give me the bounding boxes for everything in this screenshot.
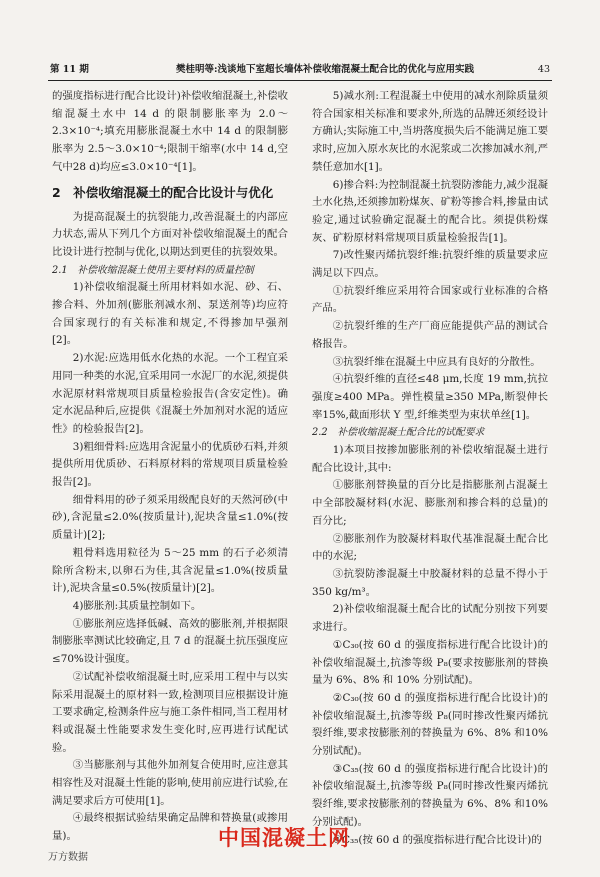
issue-number: 第 11 期 [50, 64, 89, 75]
watermark-text: 中国混凝土网 [218, 826, 350, 850]
paragraph: ①膨胀剂替换量的百分比是指膨胀剂占混凝土中全部胶凝材料(水泥、膨胀剂和掺合料的总量)的百分比; [312, 479, 548, 527]
paragraph: ④最终根据试验结果确定品牌和替换量(或掺用量)。 [52, 812, 288, 843]
paragraph: ③C₃₅(按 60 d 的强度指标进行配合比设计)的补偿收缩混凝土,抗渗等级 P₈(同时掺改性聚丙烯抗裂纤维,要求按膨胀剂的替换量为 6%、8% 和10% 分别试配)。 [312, 762, 548, 828]
left-column [52, 88, 288, 846]
paragraph: ①膨胀剂应选择低碱、高效的膨胀剂,并根据限制膨胀率测试比较确定,且 7 d 的混凝土抗压强度应≤70%设计强度。 [52, 617, 288, 666]
paragraph: ①抗裂纤维应采用符合国家或行业标准的合格产品。 [312, 284, 548, 315]
paragraph: 7)改性聚丙烯抗裂纤维:抗裂纤维的质量要求应满足以下四点。 [312, 249, 548, 280]
header-rule [48, 80, 552, 81]
subsection-heading: 2.2 补偿收缩混凝土配合比的试配要求 [312, 427, 485, 439]
paragraph: 2)补偿收缩混凝土配合比的试配分别按下列要求进行。 [312, 603, 548, 634]
paragraph: ②试配补偿收缩混凝土时,应采用工程中与以实际采用混凝土的原材料一致,检测项目应根据设计施工要求确定,检测条件应与施工条件相同,当工程用材料或混凝土性能要求发生变化时,应再进行试配试验。 [52, 670, 288, 754]
paragraph: ②C₃₀(按 60 d 的强度指标进行配合比设计)的补偿收缩混凝土,抗渗等级 P₈(同时掺改性聚丙烯抗裂纤维,要求按膨胀剂的替换量为 6%、8% 和10% 分别试配)。 [312, 691, 548, 758]
paragraph: 5)减水剂:工程混凝土中使用的减水剂除质量须符合国家相关标准和要求外,所选的品牌还须经设计方确认;实际施工中,当坍落度损失后不能满足施工要求时,应加入原水灰比的水泥浆或二次掺加减水剂,严禁任意加水[1]。 [312, 90, 548, 173]
paragraph: 2)水泥:应选用低水化热的水泥。一个工程宜采用同一种类的水泥,宜采用同一水泥厂的水泥,须提供水泥原材料常规项目质量检验报告(含安定性)。确定水泥品种后,应提供《混凝土外加剂对水泥的适应性》的检验报告[2]。 [52, 352, 288, 435]
paragraph: 1)本项目按掺加膨胀剂的补偿收缩混凝土进行配合比设计,其中: [312, 444, 548, 474]
paragraph: 6)掺合料:为控制混凝土抗裂防渗能力,减少混凝土水化热,还须掺加粉煤灰、矿粉等掺合料,掺量由试验定,通过试验确定混凝土的配合比。须提供粉煤灰、矿粉原材料常规项目质量检验报告[1]。 [312, 178, 548, 244]
paragraph: ④C₃₅(按 60 d 的强度指标进行配合比设计)的 [332, 833, 542, 846]
paragraph: ③抗裂防渗混凝土中胶凝材料的总量不得小于350 kg/m³。 [312, 567, 548, 598]
paragraph: ③抗裂纤维在混凝土中应具有良好的分散性。 [332, 355, 541, 368]
paragraph: ②膨胀剂作为胶凝材料取代基准混凝土配合比中的水泥; [312, 532, 548, 563]
paragraph: ③当膨胀剂与其他外加剂复合使用时,应注意其相容性及对混凝土性能的影响,使用前应进行试验,在满足要求后方可使用[1]。 [52, 759, 288, 807]
section-heading: 2 补偿收缩混凝土的配合比设计与优化 [52, 184, 274, 200]
subsection-heading: 2.1 补偿收缩混凝土使用主要材料的质量控制 [52, 264, 254, 276]
paragraph: 细骨料用的砂子须采用级配良好的天然河砂(中砂),含泥量≤2.0%(按质量计),泥块含量≤1.0%(按质量计)[2]; [52, 493, 288, 542]
paragraph: 粗骨料选用粒径为 5～25 mm 的石子必须清除所含粉末,以卵石为佳,其含泥量≤1.0%(按质量计),泥块含量≤0.5%(按质量计)[2]。 [52, 546, 288, 595]
paragraph: 1)补偿收缩混凝土所用材料如水泥、砂、石、掺合料、外加剂(膨胀剂减水剂、泵送剂等)均应符合国家现行的有关标准和规定,不得掺加早强剂[2]。 [52, 281, 288, 347]
paragraph: 为提高混凝土的抗裂能力,改善混凝土的内部应力状态,需从下列几个方面对补偿收缩混凝土的配合比设计进行控制与优化,以期达到更佳的抗裂效果。 [52, 210, 288, 258]
paragraph: ②抗裂纤维的生产厂商应能提供产品的测试合格报告。 [312, 320, 548, 350]
paragraph: 的强度指标进行配合比设计)补偿收缩混凝土,补偿收缩混凝土水中 14 d 的限制膨胀率为 2.0～2.3×10⁻⁴;填充用膨胀混凝土水中 14 d 的限制膨胀率为 2.5～3.0×10⁻⁴;限制干缩率(水中 14 d,空气中28 d)均应≤3.0×10⁻⁴[1]。 [52, 90, 288, 173]
right-column [312, 88, 548, 849]
running-header [50, 62, 550, 78]
paragraph: ①C₃₀(按 60 d 的强度指标进行配合比设计)的补偿收缩混凝土,抗渗等级 P₈(要求按膨胀剂的替换量为 6%、8% 和 10% 分别试配)。 [312, 638, 548, 687]
paragraph: ④抗裂纤维的直径≤48 μm,长度 19 mm,抗拉强度≥400 MPa。弹性模量≥350 MPa,断裂伸长率15%,截面形状 Y 型,纤维类型为束状单丝[1]。 [312, 373, 548, 421]
paragraph: 4)膨胀剂:其质量控制如下。 [72, 599, 202, 612]
footer-source: 万方数据 [48, 852, 88, 863]
page-number: 43 [537, 64, 550, 75]
paragraph: 3)粗细骨料:应选用含泥量小的优质砂石料,并须提供所用优质砂、石料原材料的常规项目质量检验报告[2]。 [52, 440, 288, 489]
running-title: 樊桂明等:浅谈地下室超长墙体补偿收缩混凝土配合比的优化与应用实践 [175, 64, 474, 75]
